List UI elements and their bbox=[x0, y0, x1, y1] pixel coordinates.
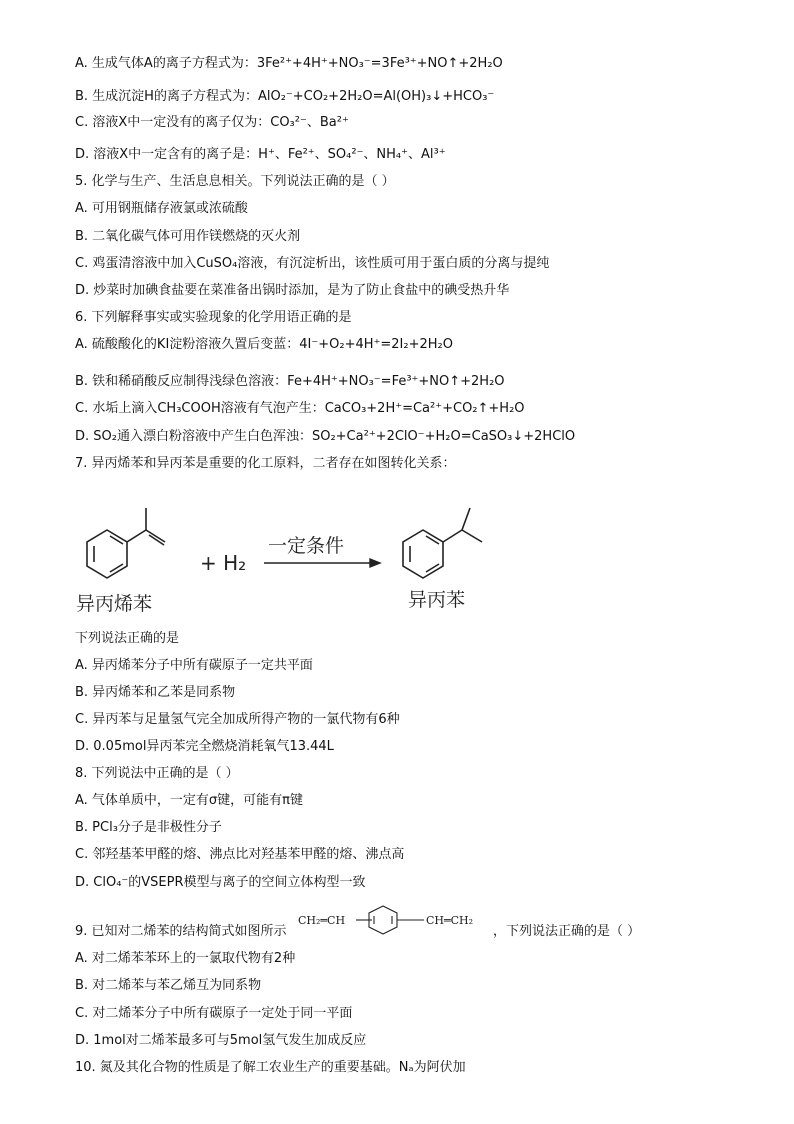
q9-stem-prefix: 9. 已知对二烯苯的结构简式如图所示 bbox=[75, 924, 287, 939]
q4-option-b: B. 生成沉淀H的离子方程式为：AlO₂⁻+CO₂+2H₂O=Al(OH)₃↓+HCO₃⁻ bbox=[75, 89, 495, 104]
q6-option-b: B. 铁和稀硝酸反应制得浅绿色溶液：Fe+4H⁺+NO₃⁻=Fe³⁺+NO↑+2H₂O bbox=[75, 374, 505, 389]
q7-option-b: B. 异丙烯苯和乙苯是同系物 bbox=[75, 685, 236, 700]
isopropylbenzene-structure bbox=[403, 508, 482, 578]
right-vinyl-group: CH═CH₂ bbox=[426, 914, 474, 927]
q9-stem-suffix: ，下列说法正确的是（ ） bbox=[493, 924, 641, 939]
q6-option-c: C. 水垢上滴入CH₃COOH溶液有气泡产生：CaCO₃+2H⁺=Ca²⁺+CO₂↑+H₂O bbox=[75, 401, 525, 416]
p-divinylbenzene-structure bbox=[296, 902, 496, 938]
q6-option-a: A. 硫酸酸化的KI淀粉溶液久置后变蓝：4I⁻+O₂+4H⁺=2I₂+2H₂O bbox=[75, 337, 453, 352]
reaction-diagram bbox=[70, 498, 490, 626]
q5-option-c: C. 鸡蛋清溶液中加入CuSO₄溶液，有沉淀析出，该性质可用于蛋白质的分离与提纯 bbox=[75, 256, 550, 271]
left-vinyl-group: CH₂═CH bbox=[298, 914, 346, 927]
reactant-name: 异丙烯苯 bbox=[76, 593, 153, 615]
q4-option-a: A. 生成气体A的离子方程式为：3Fe²⁺+4H⁺+NO₃⁻=3Fe³⁺+NO↑+2H₂O bbox=[75, 56, 503, 71]
product-name: 异丙苯 bbox=[408, 589, 466, 611]
q5-option-d: D. 炒菜时加碘食盐要在菜准备出锅时添加，是为了防止食盐中的碘受热升华 bbox=[75, 283, 510, 298]
q5-option-a: A. 可用钢瓶储存液氯或浓硫酸 bbox=[75, 201, 248, 216]
q6-stem: 6. 下列解释事实或实验现象的化学用语正确的是 bbox=[75, 310, 352, 325]
reaction-arrow bbox=[264, 559, 380, 567]
q7-stem: 7. 异丙烯苯和异丙苯是重要的化工原料，二者存在如图转化关系： bbox=[75, 456, 456, 471]
q5-stem: 5. 化学与生产、生活息息相关。下列说法正确的是（ ） bbox=[75, 174, 395, 189]
q8-option-a: A. 气体单质中，一定有σ键，可能有π键 bbox=[75, 793, 303, 808]
q5-option-b: B. 二氧化碳气体可用作镁燃烧的灭火剂 bbox=[75, 229, 301, 244]
q9-option-a: A. 对二烯苯苯环上的一氯取代物有2种 bbox=[75, 951, 296, 966]
plus-h2: + H₂ bbox=[200, 551, 247, 575]
q6-option-d: D. SO₂通入漂白粉溶液中产生白色浑浊：SO₂+Ca²⁺+2ClO⁻+H₂O=CaSO₃↓+2HClO bbox=[75, 429, 576, 444]
reaction-condition: 一定条件 bbox=[268, 535, 345, 557]
q4-option-c: C. 溶液X中一定没有的离子仅为：CO₃²⁻、Ba²⁺ bbox=[75, 115, 349, 130]
q8-stem: 8. 下列说法中正确的是（ ） bbox=[75, 766, 239, 781]
isopropenylbenzene-structure bbox=[87, 508, 165, 578]
q4-option-d: D. 溶液X中一定含有的离子是：H⁺、Fe²⁺、SO₄²⁻、NH₄⁺、Al³⁺ bbox=[75, 147, 446, 162]
q7-option-d: D. 0.05mol异丙苯完全燃烧消耗氧气13.44L bbox=[75, 739, 334, 754]
q9-option-d: D. 1mol对二烯苯最多可与5mol氢气发生加成反应 bbox=[75, 1033, 367, 1048]
q8-option-d: D. ClO₄⁻的VSEPR模型与离子的空间立体构型一致 bbox=[75, 875, 366, 890]
q9-option-c: C. 对二烯苯分子中所有碳原子一定处于同一平面 bbox=[75, 1006, 353, 1021]
q10-stem: 10. 氮及其化合物的性质是了解工农业生产的重要基础。Nₐ为阿伏加 bbox=[75, 1060, 466, 1075]
q8-option-b: B. PCl₃分子是非极性分子 bbox=[75, 820, 222, 835]
q9-option-b: B. 对二烯苯与苯乙烯互为同系物 bbox=[75, 978, 262, 993]
q7-option-a: A. 异丙烯苯分子中所有碳原子一定共平面 bbox=[75, 658, 313, 673]
q7-option-c: C. 异丙苯与足量氢气完全加成所得产物的一氯代物有6种 bbox=[75, 712, 400, 727]
q7-substem: 下列说法正确的是 bbox=[75, 631, 180, 646]
q8-option-c: C. 邻羟基苯甲醛的熔、沸点比对羟基苯甲醛的熔、沸点高 bbox=[75, 847, 405, 862]
